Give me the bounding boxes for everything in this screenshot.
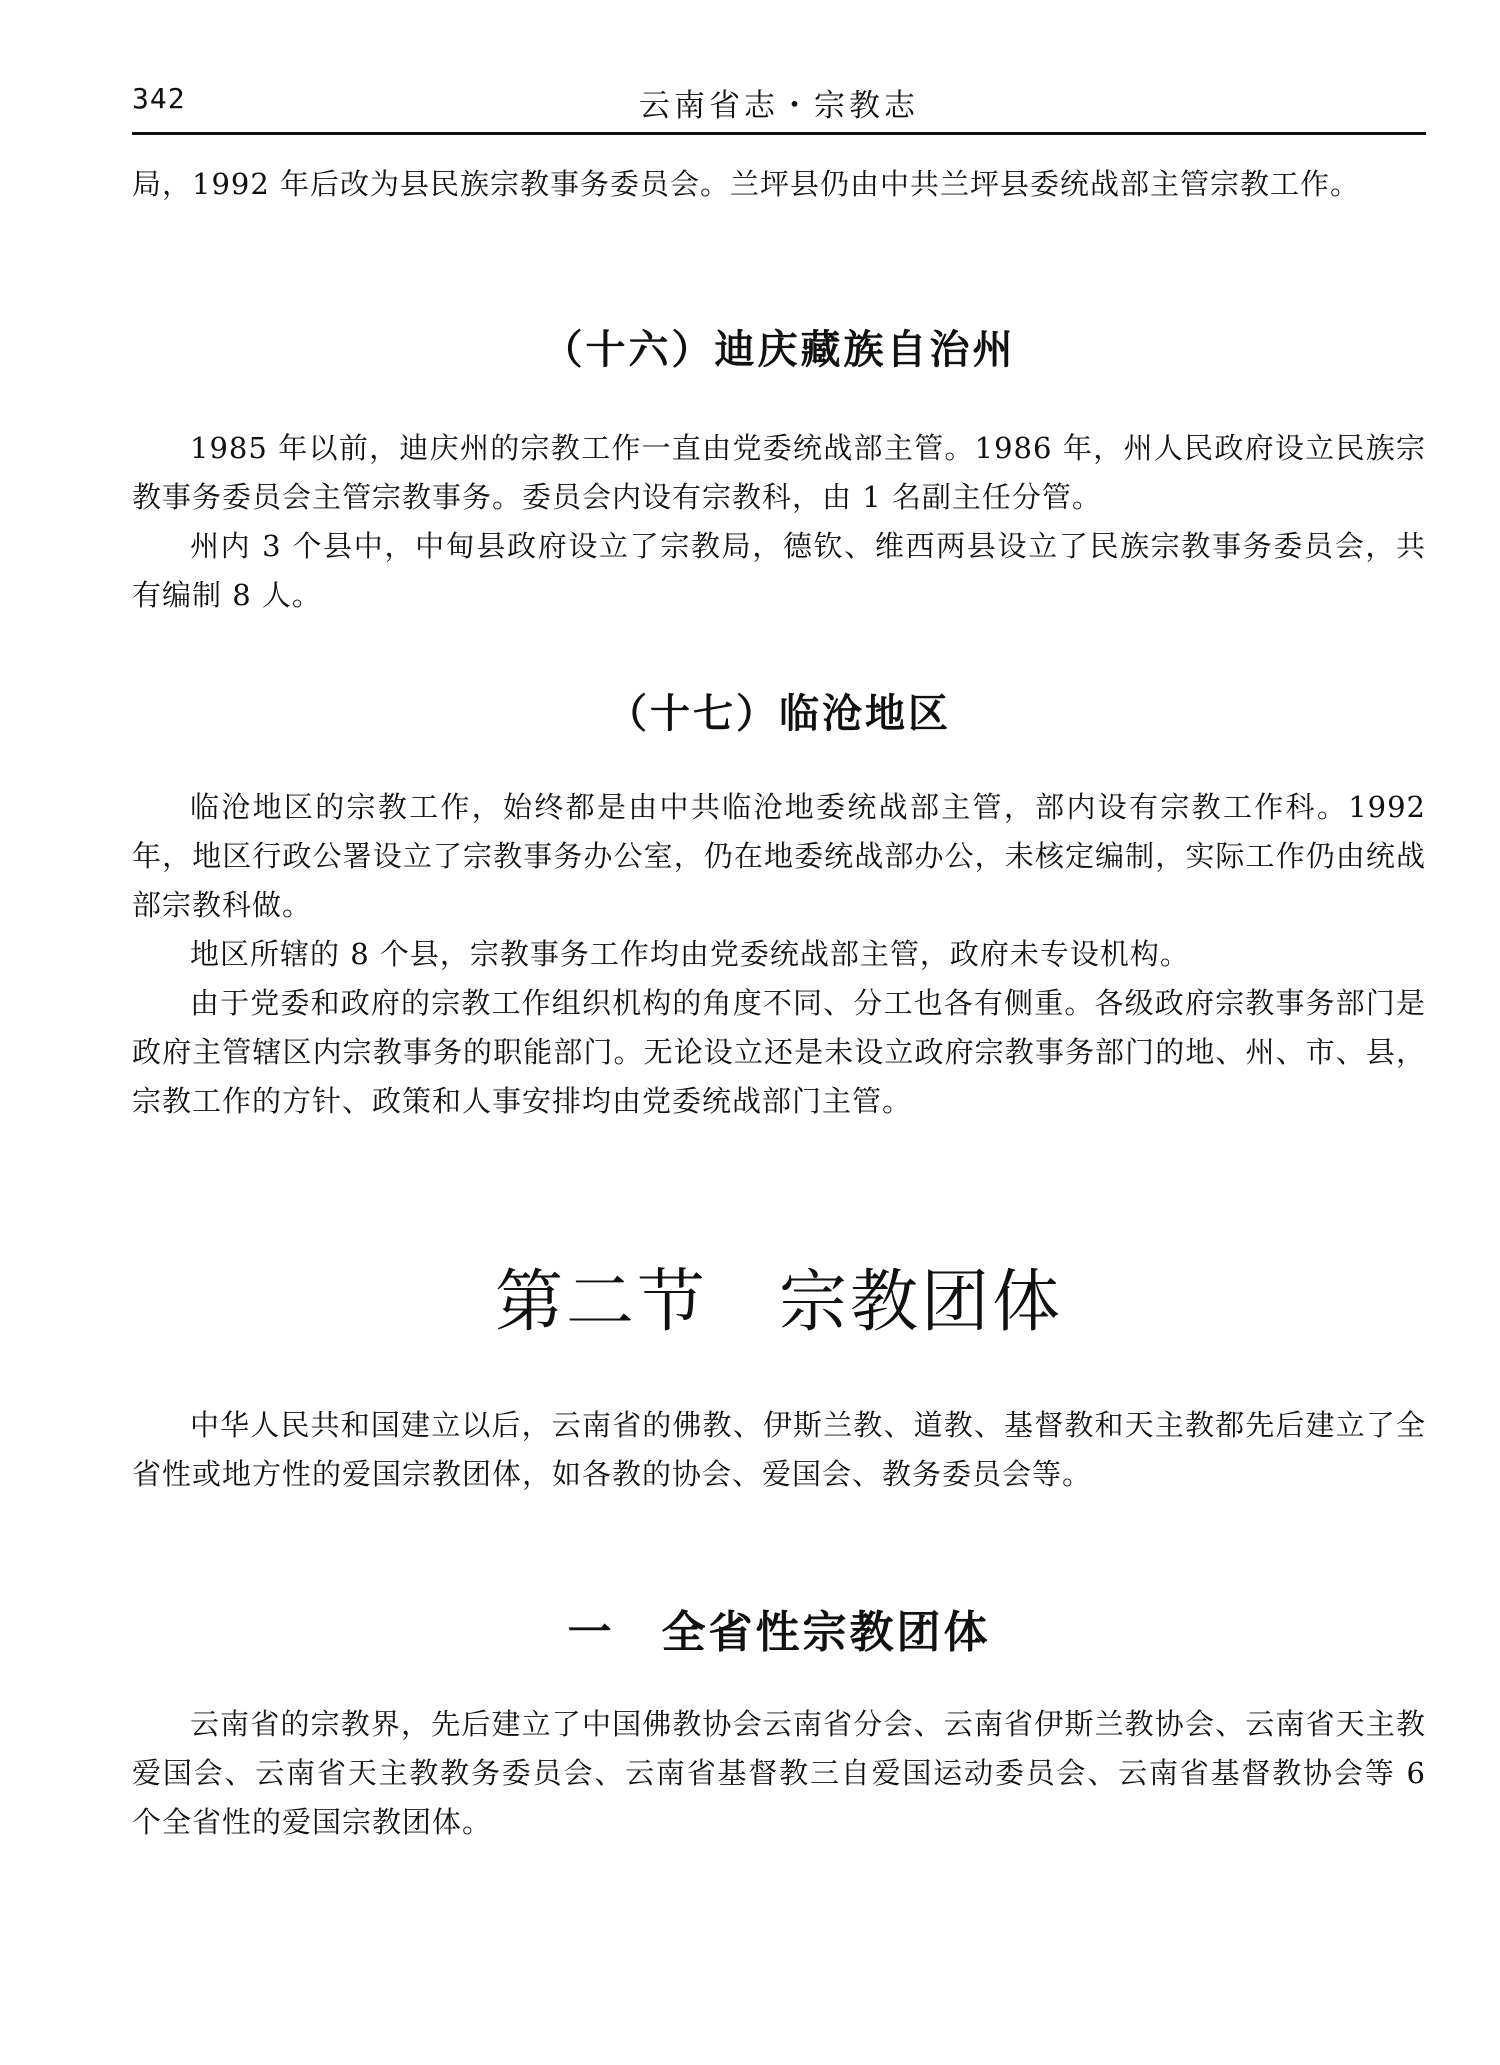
lincang-block (132, 783, 1426, 1126)
lincang-paragraph-2: 地区所辖的 8 个县，宗教事务工作均由党委统战部主管，政府未专设机构。 (190, 937, 1190, 971)
diqing-paragraph-1: 1985 年以前，迪庆州的宗教工作一直由党委统战部主管。1986 年，州人民政府设立民族宗教事务委员会主管宗教事务。委员会内设有宗教科，由 1 名副主任分管。 (132, 431, 1426, 514)
section2-block (132, 1401, 1426, 1499)
continuation-paragraph: 局，1992 年后改为县民族宗教事务委员会。兰坪县仍由中共兰坪县委统战部主管宗教工作。 (132, 167, 1361, 201)
header-rule (132, 132, 1426, 135)
continuation-block (132, 160, 1426, 209)
running-header (132, 80, 1426, 130)
page-number: 342 (132, 82, 186, 115)
section-heading: 第二节 宗教团体 (494, 1263, 1063, 1342)
diqing-paragraph-2: 州内 3 个县中，中甸县政府设立了宗教局，德钦、维西两县设立了民族宗教事务委员会，共有编制 8 人。 (132, 529, 1426, 612)
book-title: 云南省志・宗教志 (639, 88, 919, 124)
heading-diqing: （十六）迪庆藏族自治州 (542, 326, 1016, 373)
lincang-paragraph-3: 由于党委和政府的宗教工作组织机构的角度不同、分工也各有侧重。各级政府宗教事务部门是政府主管辖区内宗教事务的职能部门。无论设立还是未设立政府宗教事务部门的地、州、市、县，宗教工作的方针、政策和人事安排均由党委统战部门主管。 (132, 986, 1426, 1118)
section2-paragraph: 中华人民共和国建立以后，云南省的佛教、伊斯兰教、道教、基督教和天主教都先后建立了全省性或地方性的爱国宗教团体，如各教的协会、爱国会、教务委员会等。 (132, 1408, 1426, 1491)
part-heading: 一 全省性宗教团体 (567, 1607, 991, 1658)
part1-paragraph: 云南省的宗教界，先后建立了中国佛教协会云南省分会、云南省伊斯兰教协会、云南省天主教爱国会、云南省天主教教务委员会、云南省基督教三自爱国运动委员会、云南省基督教协会等 6 个全省性的爱国宗教团体。 (132, 1707, 1426, 1839)
lincang-paragraph-1: 临沧地区的宗教工作，始终都是由中共临沧地委统战部主管，部内设有宗教工作科。1992 年，地区行政公署设立了宗教事务办公室，仍在地委统战部办公，未核定编制，实际工作仍由统战部宗教科做。 (132, 790, 1426, 922)
heading-lincang: （十七）临沧地区 (607, 690, 951, 737)
diqing-block (132, 424, 1426, 620)
part1-block (132, 1700, 1426, 1847)
